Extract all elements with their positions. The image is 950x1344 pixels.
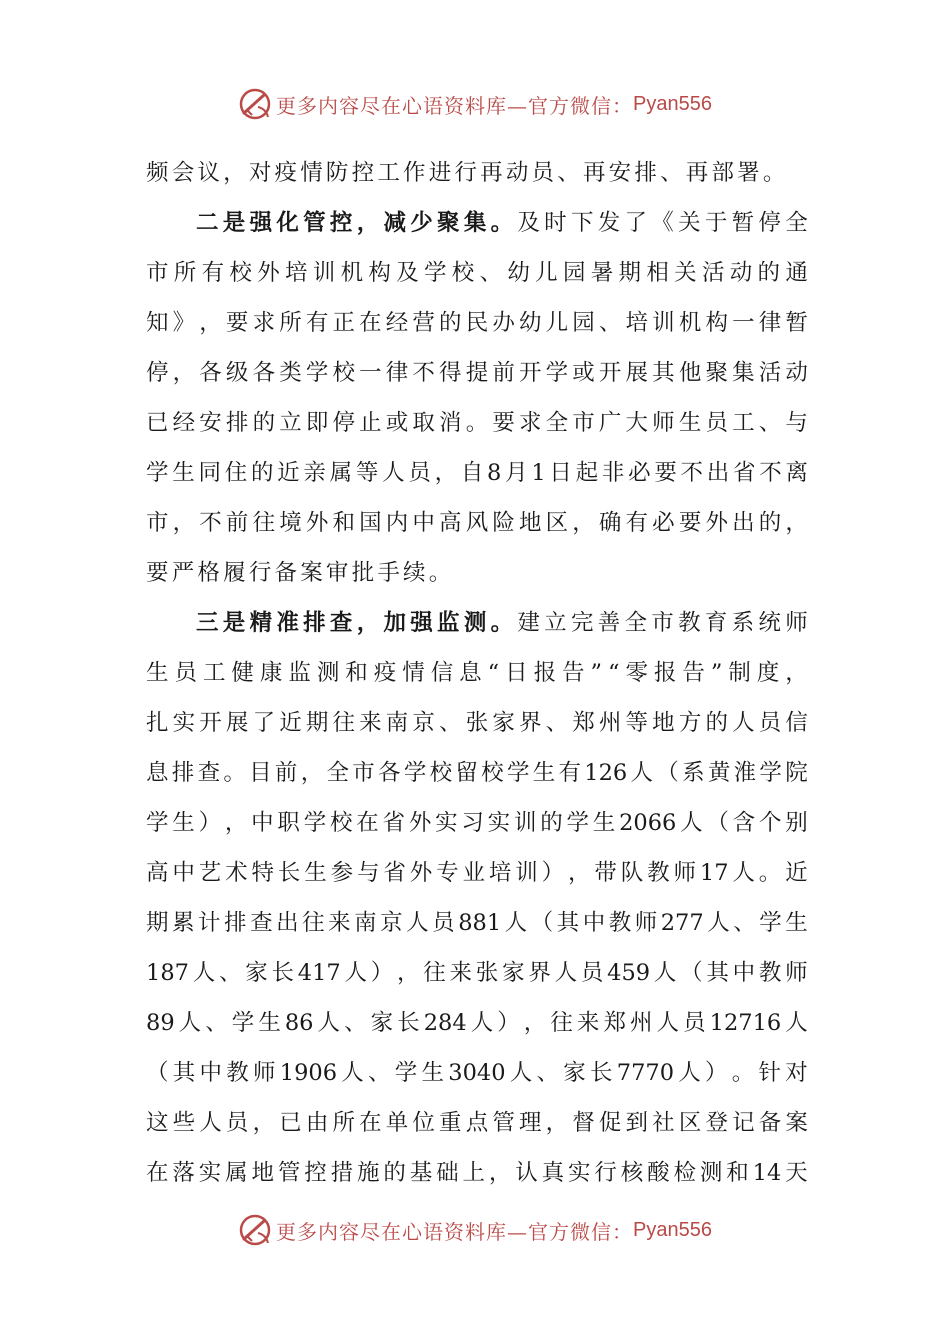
document-body	[146, 148, 808, 1198]
text-line: 学 生 同 住 的 近 亲 属 等 人 员 ， 自 8 月 1 日 起 非 必 要 不 出 省 不 离	[146, 460, 808, 486]
text-line: 这 些 人 员 ， 已 由 所 在 单 位 重 点 管 理 ， 督 促 到 社 区 登 记 备 案	[146, 1110, 808, 1136]
text-line: 市 所 有 校 外 培 训 机 构 及 学 校 、 幼 儿 园 暑 期 相 关 活 动 的 通	[146, 260, 808, 286]
text-line: 学 生 ） ， 中 职 学 校 在 省 外 实 习 实 训 的 学 生 2066 人 （ 含 个 别	[146, 810, 808, 836]
text-line: 知 》 ， 要 求 所 有 正 在 经 营 的 民 办 幼 儿 园 、 培 训 机 构 一 律 暂	[146, 310, 808, 336]
pen-logo-icon	[238, 87, 272, 121]
text-line: 生 员 工 健 康 监 测 和 疫 情 信 息 “ 日 报 告 ” “ 零 报 告 ” 制 度 ，	[146, 660, 808, 686]
text-line: 息 排 查 。 目 前 ， 全 市 各 学 校 留 校 学 生 有 126 人 （ 系 黄 淮 学 院	[146, 760, 808, 786]
footer-watermark	[0, 1210, 950, 1250]
text-line: 要 严 格 履 行 备 案 审 批 手 续 。	[146, 560, 452, 586]
watermark-wechat-id: Pyan556	[633, 1218, 712, 1241]
text-line: 89 人 、 学 生 86 人 、 家 长 284 人 ） ， 往 来 郑 州 人 员 12716 人	[146, 1010, 808, 1036]
text-line: 停 ， 各 级 各 类 学 校 一 律 不 得 提 前 开 学 或 开 展 其 他 聚 集 活 动	[146, 360, 808, 386]
text-line: 在 落 实 属 地 管 控 措 施 的 基 础 上 ， 认 真 实 行 核 酸 检 测 和 14 天	[146, 1160, 808, 1186]
header-watermark	[0, 84, 950, 124]
watermark-wechat-id: Pyan556	[633, 92, 712, 115]
text-line: 已 经 安 排 的 立 即 停 止 或 取 消 。 要 求 全 市 广 大 师 生 员 工 、 与	[146, 410, 808, 436]
watermark-text: 更多内容尽在心语资料库—官方微信：	[276, 1219, 634, 1244]
text-line: 187 人 、 家 长 417 人 ） ， 往 来 张 家 界 人 员 459 人 （ 其 中 教 师	[146, 960, 808, 986]
text-line: 扎 实 开 展 了 近 期 往 来 南 京 、 张 家 界 、 郑 州 等 地 方 的 人 员 信	[146, 710, 808, 736]
text-line: 频 会 议 ， 对 疫 情 防 控 工 作 进 行 再 动 员 、 再 安 排 、 再 部 署 。	[146, 160, 786, 186]
text-line: （ 其 中 教 师 1906 人 、 学 生 3040 人 、 家 长 7770 人 ） 。 针 对	[146, 1060, 808, 1086]
text-line: 市 ， 不 前 往 境 外 和 国 内 中 高 风 险 地 区 ， 确 有 必 要 外 出 的 ，	[146, 510, 808, 536]
text-line: 三 是 精 准 排 查 ， 加 强 监 测 。 建 立 完 善 全 市 教 育 系 统 师	[196, 610, 808, 636]
text-line: 高 中 艺 术 特 长 生 参 与 省 外 专 业 培 训 ） ， 带 队 教 师 17 人 。 近	[146, 860, 808, 886]
pen-logo-icon	[238, 1213, 272, 1247]
watermark-text: 更多内容尽在心语资料库—官方微信：	[276, 93, 634, 118]
text-line: 期 累 计 排 查 出 往 来 南 京 人 员 881 人 （ 其 中 教 师 277 人 、 学 生	[146, 910, 808, 936]
text-line: 二 是 强 化 管 控 ， 减 少 聚 集 。 及 时 下 发 了 《 关 于 暂 停 全	[196, 210, 808, 236]
